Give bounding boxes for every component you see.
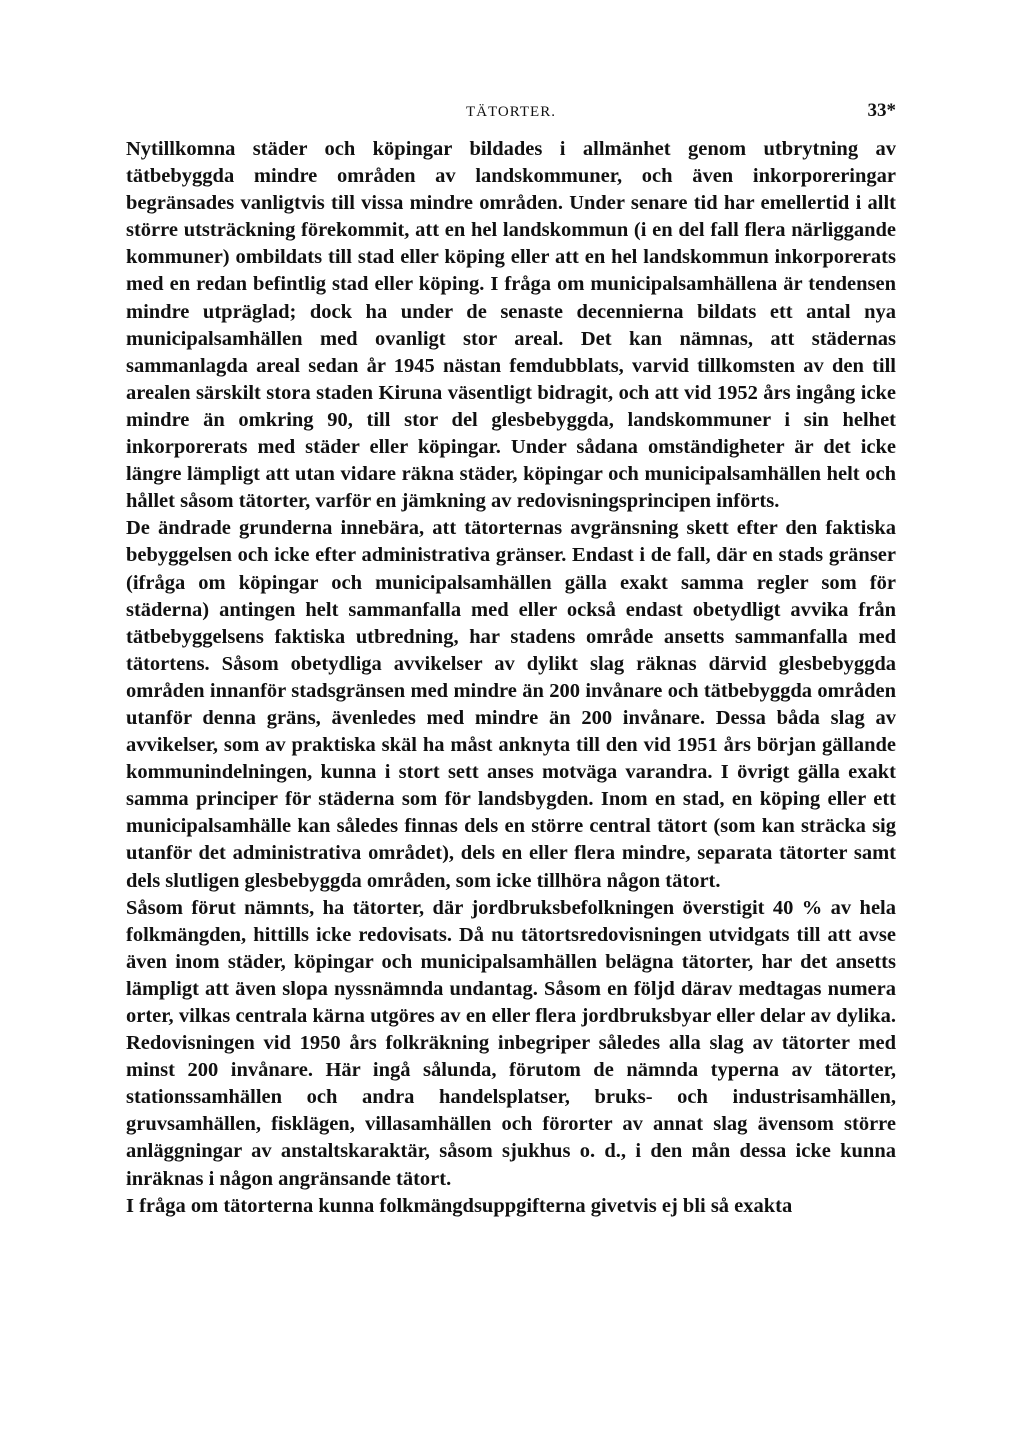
paragraph-2: De ändrade grunderna innebära, att tätorternas avgränsning skett efter den faktiska bebyggelsen och icke efter administrativa gränser. Endast i de fall, där en stads gränser (ifråga om köpingar och municipalsamhällen gälla exakt samma regler som för städerna) antingen helt sammanfalla med eller också endast obetydligt avvika från tätbebyggelsens faktiska utbredning, har stadens område ansetts sammanfalla med tätortens. Såsom obetydliga avvikelser av dylikt slag räknas därvid glesbebyggda områden innanför stadsgränsen med mindre än 200 invånare och tätbebyggda områden utanför denna gräns, ävenledes med mindre än 200 invånare. Dessa båda slag av avvikelser, som av praktiska skäl ha måst anknyta till den vid 1951 års början gällande kommunindelningen, kunna i stort sett anses motväga varandra. I övrigt gälla exakt samma principer för städerna som för landsbygden. Inom en stad, en köping eller ett municipalsamhälle kan således finnas dels en större central tätort (som kan sträcka sig utanför det administrativa området), dels en eller flera mindre, separata tätorter samt dels slutligen glesbebyggda områden, som icke tillhöra någon tätort. — [126, 517, 896, 892]
paragraph-4: I fråga om tätorterna kunna folkmängdsuppgifterna givetvis ej bli så exakta — [126, 1194, 793, 1217]
page-number: 33* — [867, 100, 896, 121]
body-text — [126, 136, 896, 1220]
running-head — [126, 100, 896, 124]
paragraph-1: Nytillkomna städer och köpingar bildades i allmänhet genom utbrytning av tätbebyggda mindre områden av landskommuner, och även inkorporeringar begränsades vanligtvis till vissa mindre områden. Under senare tid har emellertid i allt större utsträckning förekommit, att en hel landskommun (i en del fall flera närliggande kommuner) ombildats till stad eller köping eller att en hel landskommun inkorporerats med en redan befintlig stad eller köping. I fråga om municipalsamhällena är tendensen mindre utpräglad; dock ha under de senaste decennierna bildats ett antal nya municipalsamhällen med ovanligt stor areal. Det kan nämnas, att städernas sammanlagda areal sedan år 1945 nästan femdubblats, varvid tillkomsten av den till arealen särskilt stora staden Kiruna väsentligt bidragit, och att vid 1952 års ingång icke mindre än omkring 90, till stor del glesbebyggda, landskommuner i sin helhet inkorporerats med städer eller köpingar. Under sådana omständigheter är det icke längre lämpligt att utan vidare räkna städer, köpingar och municipalsamhällen helt och hållet såsom tätorter, varför en jämkning av redovisningsprincipen införts. — [126, 138, 896, 513]
running-title: TÄTORTER. — [466, 104, 556, 120]
paragraph-3: Såsom förut nämnts, ha tätorter, där jordbruksbefolkningen överstigit 40 % av hela folkmängden, hittills icke redovisats. Då nu tätortsredovisningen utvidgats till att avse även inom städer, köpingar och municipalsamhällen belägna tätorter, har det ansetts lämpligt att även slopa nyssnämnda undantag. Såsom en följd därav medtagas numera orter, vilkas centrala kärna utgöres av en eller flera jordbruksbyar eller delar av dylika. Redovisningen vid 1950 års folkräkning inbegriper således alla slag av tätorter med minst 200 invånare. Här ingå sålunda, förutom de nämnda typerna av tätorter, stationssamhällen och andra handelsplatser, bruks- och industrisamhällen, gruvsamhällen, fisklägen, villasamhällen och förorter av annat slag ävensom större anläggningar av anstaltskaraktär, såsom sjukhus o. d., i den mån dessa icke kunna inräknas i någon angränsande tätort. — [126, 896, 896, 1190]
